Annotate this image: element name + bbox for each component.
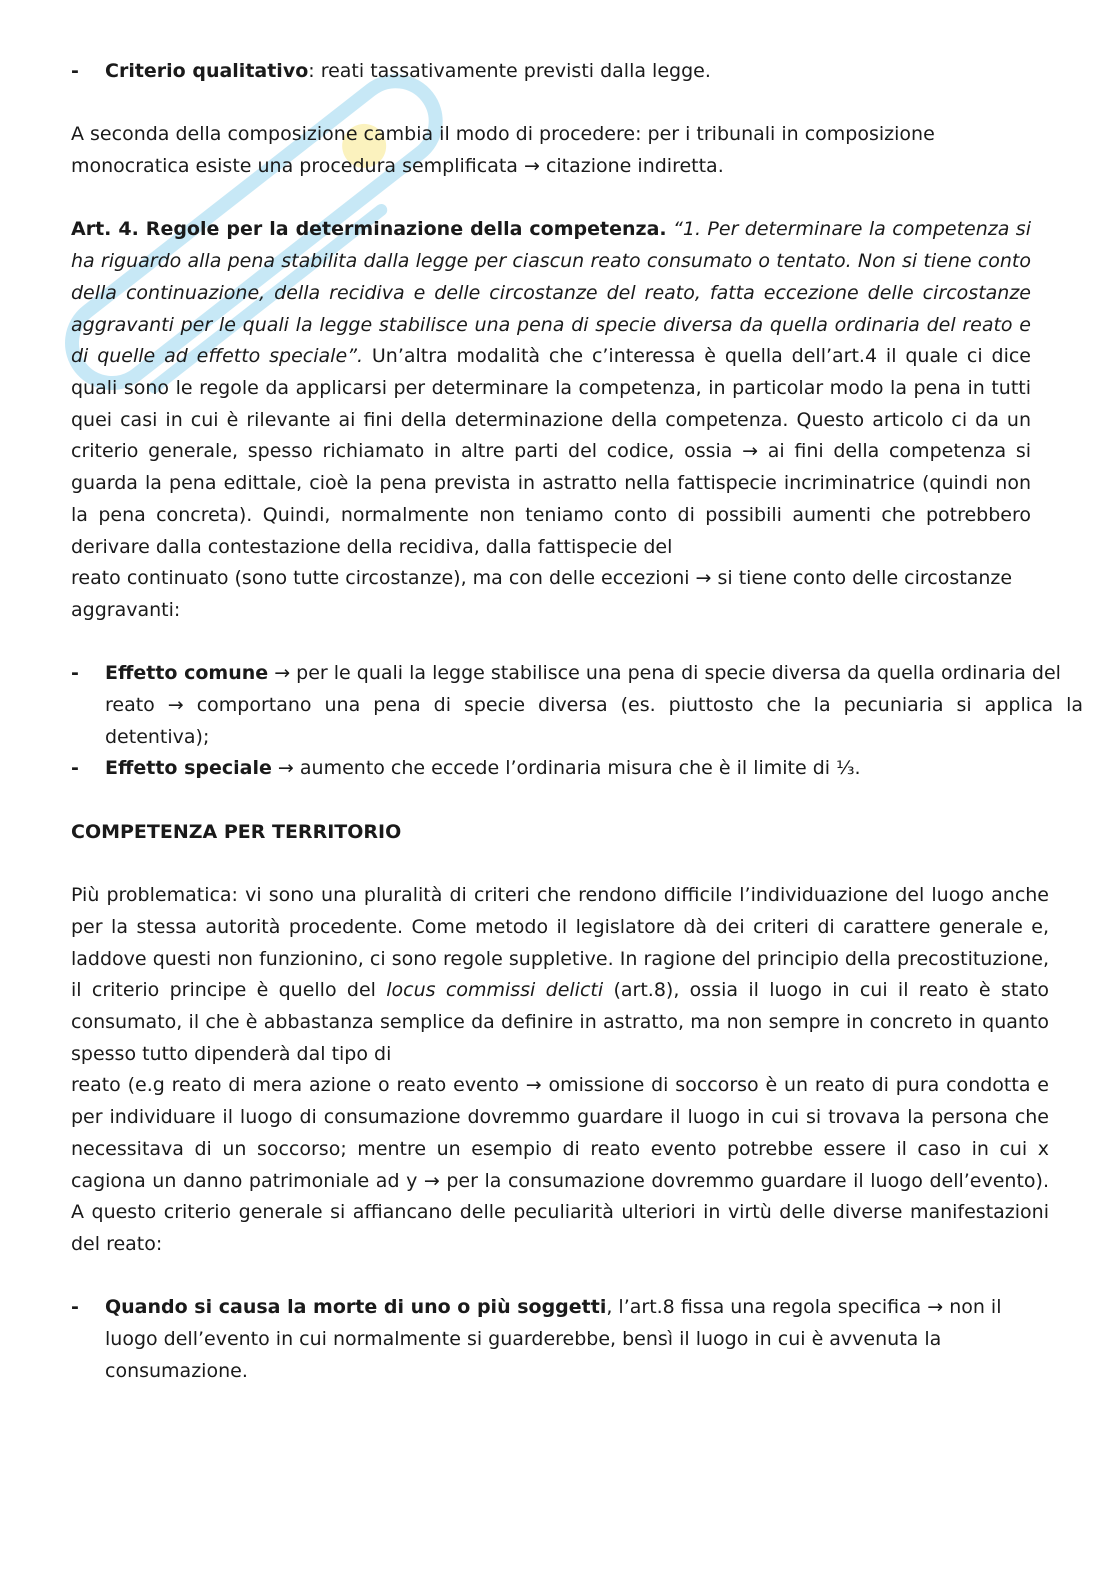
bullet-morte-text [105,1292,1025,1387]
art4-aggravanti-label: aggravanti: [71,598,181,621]
paragraph-text: (art.8), ossia il luogo in cui il reato è stato consumato, il che è abbastanza semplice da definire in astratto, ma non sempre in concreto in quanto spesso tutto dipenderà dal tipo di [71,979,1050,1065]
paragraph-art4-continued [71,563,1083,595]
bullet-text: → aumento che eccede l’ordinaria misura che è il limite di ⅓. [271,757,861,780]
paragraph-line: A seconda della composizione cambia il modo di procedere: per i tribunali in composizione [71,123,935,146]
bullet-bold-label: Effetto comune [105,662,269,685]
bullet-effetto-comune-line2 [105,690,1083,753]
paragraph-italic-term: locus commissi delicti [386,979,604,1002]
bullet-text: reato → comportano una pena di specie diversa (es. piuttosto che la pecuniaria si applica la detentiva); [105,694,1083,748]
document-body [71,56,1083,1387]
bullet-morte-soggetti [71,1292,1025,1387]
bullet-bold-label: Criterio qualitativo [105,60,309,82]
bullet-text: → per le quali la legge stabilisce una pena di specie diversa da quella ordinaria del [268,662,1061,685]
bullet-bold-label: Quando si causa la morte di uno o più soggetti [105,1296,607,1319]
paragraph-territorio-1 [71,880,1049,1070]
paragraph-line: monocratica esiste una procedura semplificata → citazione indiretta. [71,155,724,178]
bullet-text: : reati tassativamente previsti dalla legge. [308,60,711,82]
bullet-bold-label: Effetto speciale [105,757,272,780]
art4-heading: Art. 4. Regole per la determinazione della competenza. [71,218,667,241]
bullet-effetto-comune-line1 [105,658,1083,690]
art4-continued-text: reato continuato (sono tutte circostanze), ma con delle eccezioni → si tiene conto delle circostanze [71,567,1013,590]
paragraph-art4-aggravanti [71,595,1083,627]
paragraph-composizione [71,119,1083,182]
art4-text: Un’altra modalità che c’interessa è quella dell’art.4 il quale ci dice quali sono le regole da applicarsi per determinare la competenza, in particolar modo la pena in tutti quei casi in cui è rilevante ai fini della determinazione della competenza. Questo articolo ci da un criterio generale, spesso richiamato in altre parti del codice, ossia → ai fini della competenza si guarda la pena edittale, cioè la pena prevista in astratto nella fattispecie incriminatrice (quindi non la pena concreta). Quindi, normalmente non teniamo conto di possibili aumenti che potrebbero derivare dalla contestazione della recidiva, dalla fattispecie del [71,345,1031,558]
paragraph-art4 [71,214,1031,563]
bullet-effetto-speciale [71,753,1083,785]
paragraph-territorio-2 [71,1070,1049,1260]
bullet-dash: - [71,662,79,685]
bullet-criterio-qualitativo [71,56,1083,88]
bullet-dash: - [71,757,79,780]
bullet-dash: - [71,1296,79,1319]
bullet-text: , l’art.8 fissa una regola specifica → non il luogo dell’evento in cui normalmente si guarderebbe, bensì il luogo in cui è avvenuta la consumazione. [105,1296,1002,1382]
paragraph-text: Più problematica: vi sono una pluralità di criteri che rendono difficile l’individuazione del luogo anche per la stessa autorità procedente. Come metodo il legislatore dà dei criteri di carattere generale e, laddove questi non funzionino, ci sono regole suppletive. In ragione del principio della precostituzione, il criterio principe è quello del [71,884,1049,1002]
art4-quote: “1. Per determinare la competenza si ha riguardo alla pena stabilita dalla legge per ciascun reato consumato o tentato. Non si tiene conto della continuazione, della recidiva e delle circostanze del reato, fatta eccezione delle circostanze aggravanti per le quali la legge stabilisce una pena di specie diversa da quella ordinaria del reato e di quelle ad effetto speciale”. [71,218,1031,368]
section-heading-text: COMPETENZA PER TERRITORIO [71,820,402,843]
section-heading-territorio [71,817,1083,849]
bullet-effetto-comune [71,658,1083,753]
bullet-dash: - [71,60,79,82]
paragraph-text: reato (e.g reato di mera azione o reato evento → omissione di soccorso è un reato di pura condotta e per individuare il luogo di consumazione dovremmo guardare il luogo in cui si trovava la persona che necessitava di un soccorso; mentre un esempio di reato evento potrebbe essere il caso in cui x cagiona un danno patrimoniale ad y → per la consumazione dovremmo guardare il luogo dell’evento). A questo criterio generale si affiancano delle peculiarità ulteriori in virtù delle diverse manifestazioni del reato: [71,1074,1049,1255]
